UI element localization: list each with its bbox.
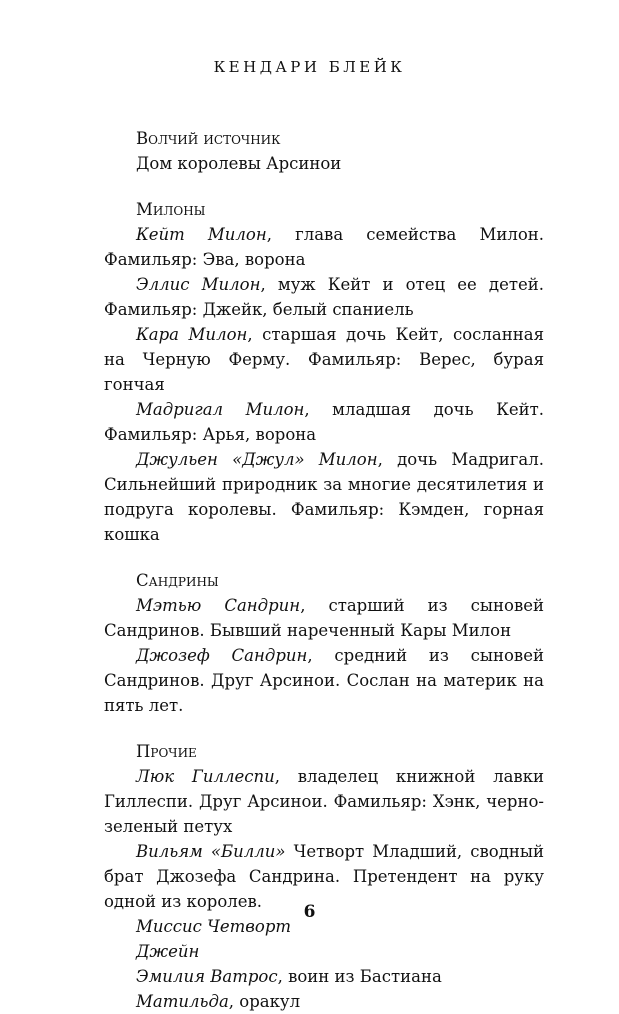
character-entry: [104, 989, 544, 1014]
character-name: Мэтью Сандрин: [136, 596, 301, 615]
character-name: Джульен «Джул» Милон: [136, 450, 378, 469]
character-name: Эллис Милон: [136, 275, 261, 294]
character-name: Матильда: [136, 992, 229, 1011]
character-entry: [104, 272, 544, 322]
running-head: КЕНДАРИ БЛЕЙК: [213, 58, 406, 76]
page-content: [104, 126, 544, 1014]
location-title: Волчий источник: [136, 129, 281, 148]
character-name: Кейт Милон: [136, 225, 267, 244]
character-desc: , младшая дочь Кейт. Фамильяр: Арья, ворона: [104, 400, 544, 444]
page-number: 6: [303, 902, 316, 922]
character-entry: [104, 764, 544, 839]
character-name: Джозеф Сандрин: [136, 646, 308, 665]
character-desc: Четворт Младший, сводный брат Джозефа Сандрина. Претендент на руку одной из королев.: [104, 842, 545, 911]
character-desc: , воин из Бастиана: [277, 967, 442, 986]
character-desc: , оракул: [228, 992, 301, 1011]
character-desc: , владелец книжной лавки Гиллеспи. Друг Арсинои. Фамильяр: Хэнк, черно-зеленый петух: [104, 767, 545, 836]
character-name: Вильям «Билли»: [136, 842, 286, 861]
character-entry: [104, 222, 544, 272]
character-entry: [104, 397, 544, 447]
section-title-milony: Милоны: [136, 200, 206, 219]
character-entry: [104, 593, 544, 643]
character-desc: , муж Кейт и отец ее детей. Фамильяр: Джейк, белый спаниель: [104, 275, 544, 319]
character-name: Эмилия Ватрос: [136, 967, 278, 986]
character-entry: [104, 939, 544, 964]
character-entry: [104, 964, 544, 989]
section-title-prochie: Прочие: [136, 742, 197, 761]
character-desc: , дочь Мадригал. Сильнейший природник за многие десятилетия и подруга королевы. Фамильяр: Кэмден, горная кошка: [104, 450, 544, 544]
character-desc: , старший из сыновей Сандринов. Бывший нареченный Кары Милон: [104, 596, 545, 640]
character-entry: [104, 447, 544, 547]
character-name: Мадригал Милон: [136, 400, 305, 419]
character-entry: [104, 322, 544, 397]
section-title-sandriny: Сандрины: [136, 571, 219, 590]
character-name: Миссис Четворт: [136, 917, 292, 936]
character-entry: [104, 643, 544, 718]
character-desc: , средний из сыновей Сандринов. Друг Арсинои. Сослан на материк на пять лет.: [104, 646, 544, 715]
location-subtitle: Дом королевы Арсинои: [136, 154, 342, 173]
character-desc: , глава семейства Милон. Фамильяр: Эва, ворона: [104, 225, 544, 269]
character-name: Кара Милон: [136, 325, 248, 344]
character-name: Джейн: [136, 942, 200, 961]
character-desc: , старшая дочь Кейт, сосланная на Черную Ферму. Фамильяр: Верес, бурая гончая: [104, 325, 544, 394]
character-name: Люк Гиллеспи: [136, 767, 275, 786]
